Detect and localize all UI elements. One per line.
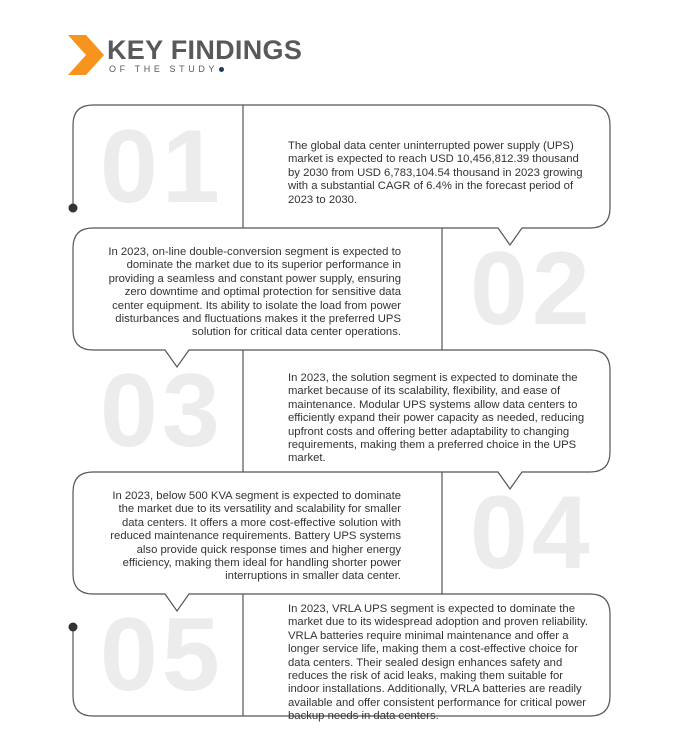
page-title: KEY FINDINGS: [107, 35, 303, 65]
finding-number-04: 04: [470, 475, 594, 591]
finding-text-05: In 2023, VRLA UPS segment is expected to dominate the market due to its widespread adoption and proven reliability. VRLA batteries require minimal maintenance and offer a longer service life, making them a cost-effective choice for data centers. Their sealed design enhances safety and reduces the risk of acid leaks, making them suitable for indoor installations. Additionally, VRLA batteries are readily available and offer consistent performance for critical power backup needs in data centers.: [288, 603, 588, 723]
finding-text-02: In 2023, on-line double-conversion segment is expected to dominate the market due to its superior performance in providing a seamless and constant power supply, ensuring zero downtime and optimal protection for sensitive data center equipment. Its ability to isolate the load from power disturbances and fluctuations makes it the preferred UPS solution for critical data center operations.: [108, 246, 401, 339]
timeline-dot-icon: [69, 623, 78, 632]
finding-number-05: 05: [100, 597, 224, 713]
finding-text-01: The global data center uninterrupted power supply (UPS) market is expected to reach USD 10,456,812.39 thousand by 2030 from USD 6,783,104.54 thousand in 2023 growing with a substantial CAGR of 6.4% in the forecast period of 2023 to 2030.: [288, 140, 583, 206]
finding-text-04: In 2023, below 500 KVA segment is expected to dominate the market due to its versatility and scalability for smaller data centers. It offers a more cost-effective solution with reduced maintenance requirements. Battery UPS systems also provide quick response times and higher energy efficiency, making them ideal for handling shorter power interruptions in smaller data center.: [110, 490, 401, 583]
page-subtitle: OF THE STUDY: [109, 65, 224, 74]
timeline-dot-icon: [69, 204, 78, 213]
finding-number-01: 01: [100, 109, 224, 225]
finding-number-03: 03: [100, 353, 224, 469]
finding-number-02: 02: [470, 231, 594, 347]
finding-text-03: In 2023, the solution segment is expected to dominate the market because of its scalability, flexibility, and ease of maintenance. Modular UPS systems allow data centers to efficiently expand their power capacity as needed, reducing upfront costs and offering better adaptability to changing requirements, making them a preferred choice in the UPS market.: [288, 372, 585, 465]
